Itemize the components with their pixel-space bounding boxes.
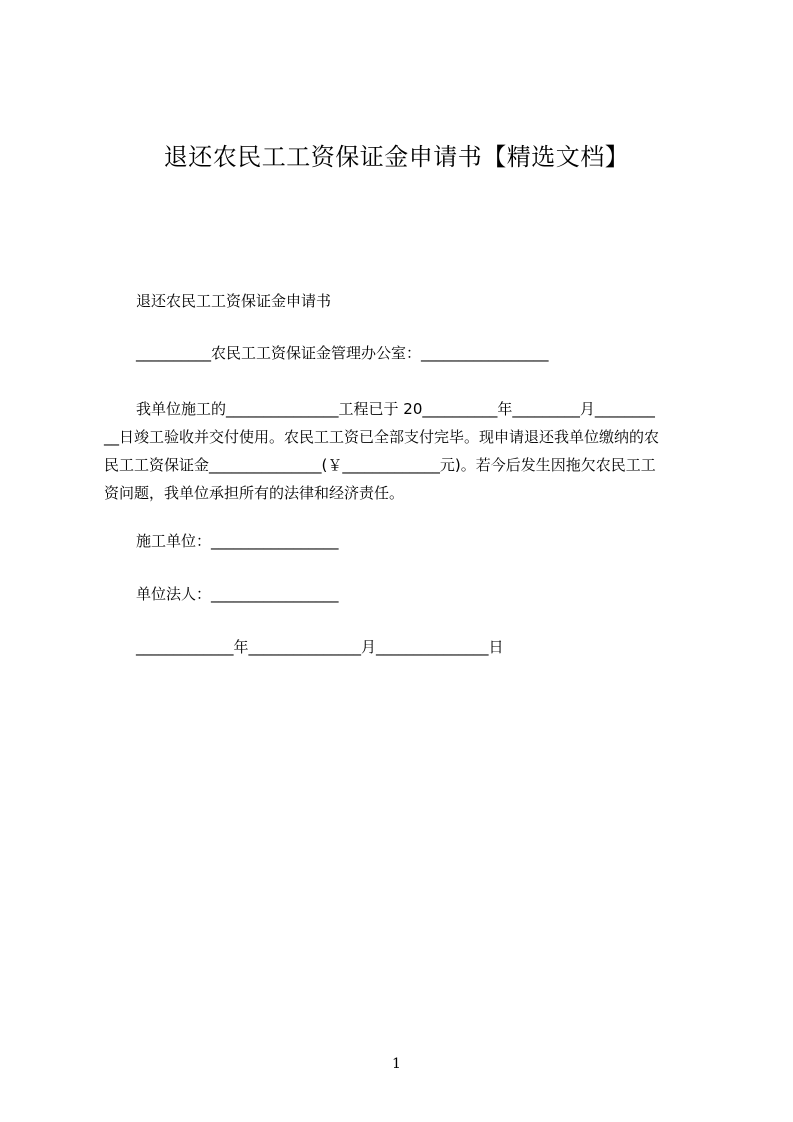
legal-representative-line: 单位法人：_________________ [136, 585, 339, 603]
date-line: _____________年_______________月_______________日 [136, 638, 504, 656]
body-line-4: 资问题，我单位承担所有的法律和经济责任。 [104, 484, 405, 502]
body-line-3: 民工工资保证金_______________(￥_____________元)。若今后发生因拖欠农民工工 [104, 456, 656, 474]
body-line-2: __日竣工验收并交付使用。农民工工资已全部支付完毕。现申请退还我单位缴纳的农 [104, 428, 660, 446]
page-number: 1 [392, 1056, 401, 1072]
application-heading: 退还农民工工资保证金申请书 [136, 292, 332, 310]
body-line-1: 我单位施工的_______________工程已于 20__________年_________月________ [136, 400, 655, 418]
document-title: 退还农民工工资保证金申请书【精选文档】 [163, 143, 630, 171]
contractor-signature-line: 施工单位：_________________ [136, 532, 339, 550]
body-paragraph [104, 395, 704, 507]
addressee-line: __________农民工工资保证金管理办公室：_________________ [136, 344, 549, 362]
